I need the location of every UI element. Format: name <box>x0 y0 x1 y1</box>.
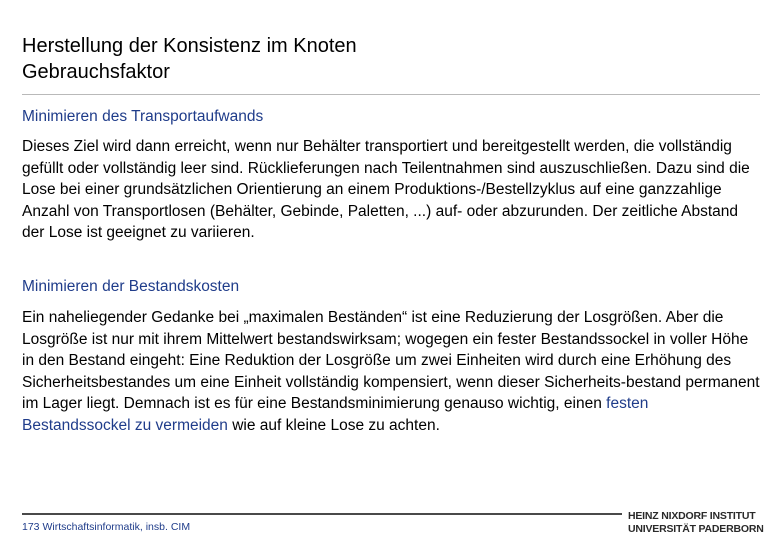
footer-course: Wirtschaftsinformatik, insb. CIM <box>42 521 191 533</box>
slide-title-line1: Herstellung der Konsistenz im Knoten <box>22 35 357 57</box>
section2-text-before: Ein naheliegender Gedanke bei „maximalen Beständen“ ist eine Reduzierung der Losgrößen. Aber die Losgröße ist nur mit ihrem Mittelwert bestandswirksam; wogegen ein fester Bestandssockel in voller Höhe in den Bestand eingeht: Eine Reduktion der Losgröße um zwei Einheiten wird durch eine Erhöhung des Sicherheitsbestandes um eine Einheit vollständig kompensiert, wenn dieser Sicherheits-bestand permanent im Lager liegt. Demnach ist es für eine Bestandsminimierung genauso wichtig, einen <box>22 309 760 412</box>
section2-text-after: wie auf kleine Lose zu achten. <box>227 416 440 434</box>
section2-highlight: festen Bestandssockel zu vermeiden <box>22 395 649 434</box>
section2-paragraph <box>22 307 760 436</box>
logo-line2: UNIVERSITÄT PADERBORN <box>628 523 764 535</box>
slide-title-line2: Gebrauchsfaktor <box>22 61 170 83</box>
section1-paragraph: Dieses Ziel wird dann erreicht, wenn nur Behälter transportiert und bereitgestellt werden, die vollständig gefüllt oder vollständig leer sind. Rücklieferungen nach Teilentnahmen sind auszuschließen. Dazu sind die Lose bei einer grundsätzlichen Orientierung an einem Produktions-/Bestellzyklus auf eine ganzzahlige Anzahl von Transportlosen (Behälter, Gebinde, Paletten, ...) auf- oder abzurunden. Der zeitliche Abstand der Lose ist geeignet zu variieren. <box>22 138 750 241</box>
section2-heading: Minimieren der Bestandskosten <box>22 278 240 295</box>
page-number: 173 <box>22 521 40 533</box>
slide-title <box>22 33 762 85</box>
section1-heading: Minimieren des Transportaufwands <box>22 108 264 125</box>
footer <box>22 520 190 534</box>
footer-divider <box>22 513 622 515</box>
title-divider <box>22 94 760 95</box>
logo-line1: HEINZ NIXDORF INSTITUT <box>628 510 756 522</box>
institute-logo <box>628 510 768 536</box>
